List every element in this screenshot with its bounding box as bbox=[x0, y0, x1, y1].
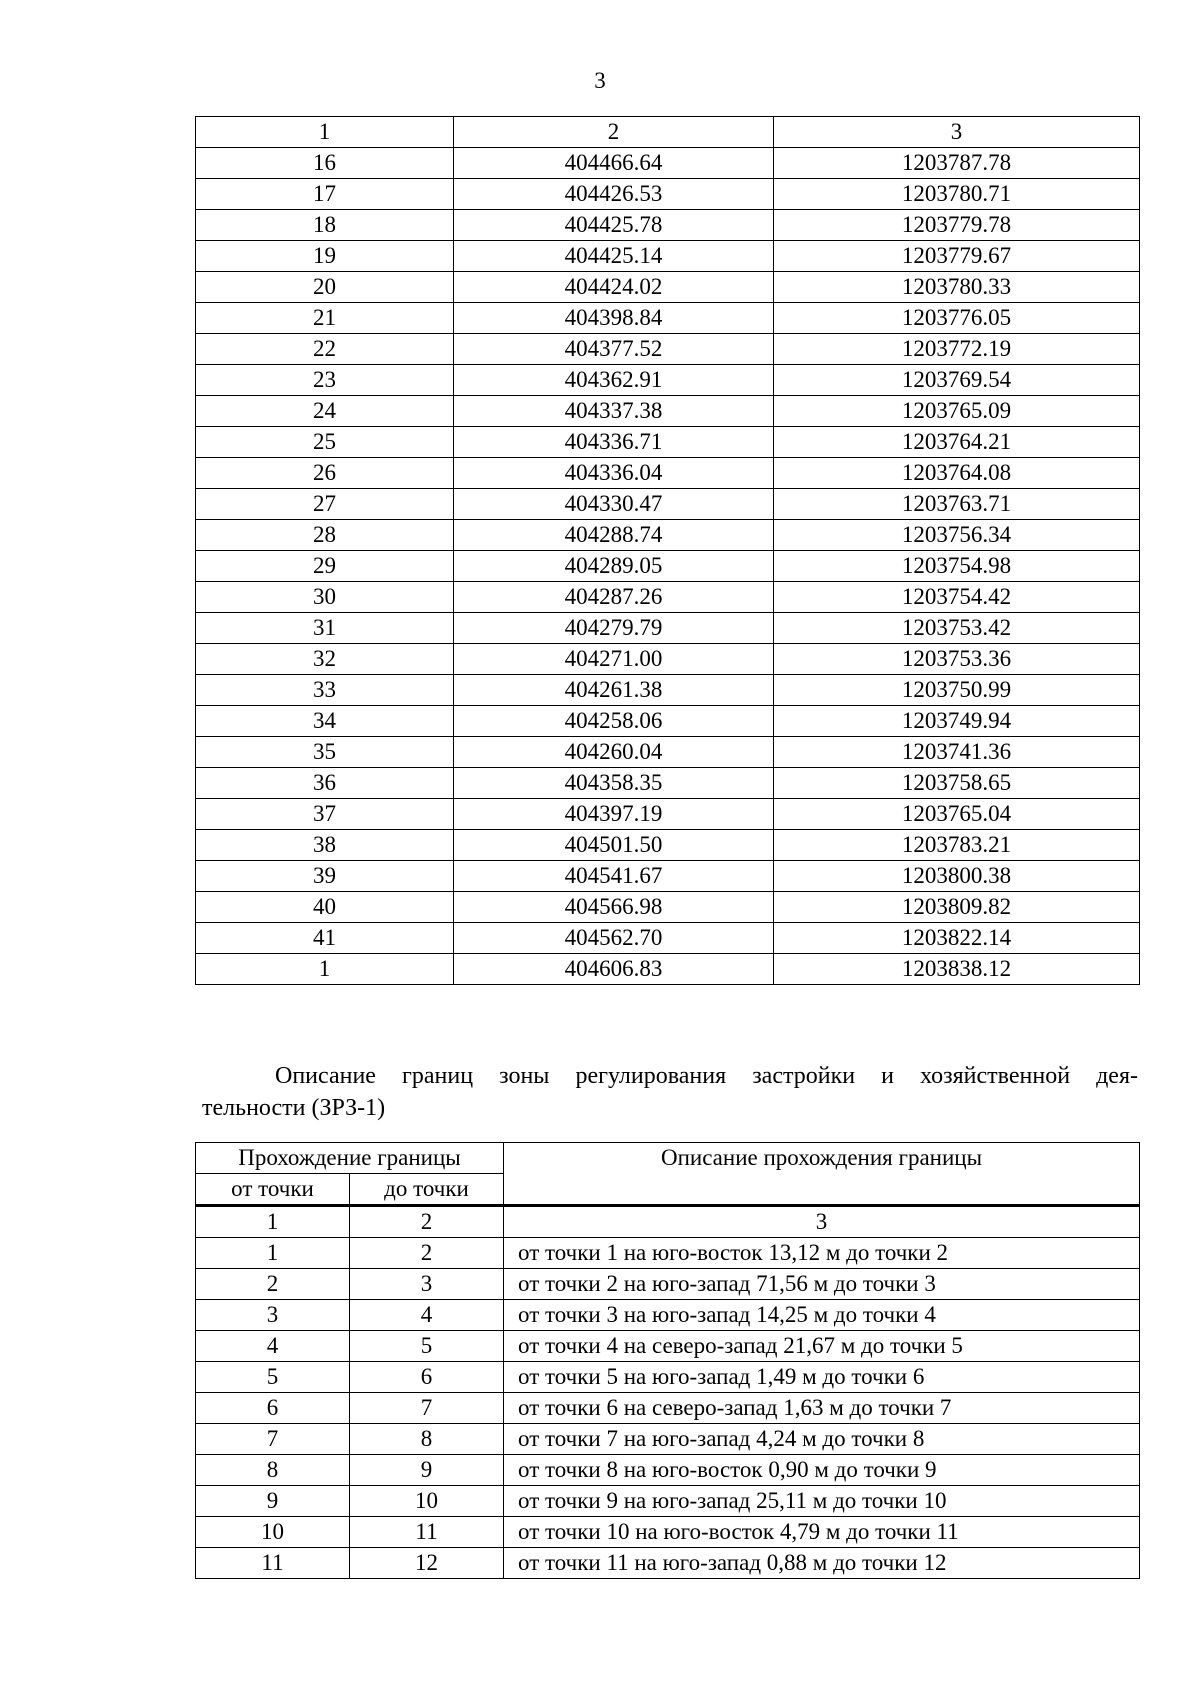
to-point: 9 bbox=[350, 1455, 504, 1486]
from-point: 5 bbox=[196, 1362, 350, 1393]
table-row bbox=[196, 272, 1140, 303]
to-point: 5 bbox=[350, 1331, 504, 1362]
coordinate-x: 404562.70 bbox=[454, 923, 774, 954]
coordinate-y: 1203765.09 bbox=[774, 396, 1140, 427]
coordinate-x: 404377.52 bbox=[454, 334, 774, 365]
from-point: 8 bbox=[196, 1455, 350, 1486]
table-row bbox=[196, 1331, 1140, 1362]
table-row bbox=[196, 1424, 1140, 1455]
point-number: 22 bbox=[196, 334, 454, 365]
coordinate-x: 404566.98 bbox=[454, 892, 774, 923]
table-row bbox=[196, 1300, 1140, 1331]
boundary-description: от точки 2 на юго-запад 71,56 м до точки 3 bbox=[504, 1269, 1140, 1300]
point-number: 24 bbox=[196, 396, 454, 427]
from-point: 6 bbox=[196, 1393, 350, 1424]
point-number: 1 bbox=[196, 954, 454, 985]
coordinate-x: 404541.67 bbox=[454, 861, 774, 892]
boundary-description: от точки 7 на юго-запад 4,24 м до точки 8 bbox=[504, 1424, 1140, 1455]
from-point: 9 bbox=[196, 1486, 350, 1517]
coordinate-y: 1203763.71 bbox=[774, 489, 1140, 520]
coordinate-y: 1203754.98 bbox=[774, 551, 1140, 582]
table-row bbox=[196, 148, 1140, 179]
boundary-description: от точки 6 на северо-запад 1,63 м до точки 7 bbox=[504, 1393, 1140, 1424]
column-number: 2 bbox=[350, 1206, 504, 1238]
table-row bbox=[196, 830, 1140, 861]
coordinate-x: 404288.74 bbox=[454, 520, 774, 551]
coordinate-y: 1203758.65 bbox=[774, 768, 1140, 799]
table-row bbox=[196, 923, 1140, 954]
coordinate-x: 404397.19 bbox=[454, 799, 774, 830]
coordinate-y: 1203780.33 bbox=[774, 272, 1140, 303]
point-number: 25 bbox=[196, 427, 454, 458]
from-point: 2 bbox=[196, 1269, 350, 1300]
point-number: 32 bbox=[196, 644, 454, 675]
coordinate-x: 404279.79 bbox=[454, 613, 774, 644]
column-number-row bbox=[196, 1206, 1140, 1238]
coordinate-x: 404362.91 bbox=[454, 365, 774, 396]
table-row bbox=[196, 365, 1140, 396]
table-row bbox=[196, 675, 1140, 706]
column-number: 3 bbox=[504, 1206, 1140, 1238]
table-row bbox=[196, 799, 1140, 830]
table-row bbox=[196, 1548, 1140, 1579]
point-number: 30 bbox=[196, 582, 454, 613]
coordinates-table bbox=[195, 116, 1140, 985]
coordinate-y: 1203779.67 bbox=[774, 241, 1140, 272]
coordinate-x: 404336.71 bbox=[454, 427, 774, 458]
table-row bbox=[196, 706, 1140, 737]
table-row bbox=[196, 644, 1140, 675]
boundary-description: от точки 5 на юго-запад 1,49 м до точки 6 bbox=[504, 1362, 1140, 1393]
coordinate-x: 404258.06 bbox=[454, 706, 774, 737]
table-row bbox=[196, 582, 1140, 613]
coordinate-y: 1203764.21 bbox=[774, 427, 1140, 458]
to-point: 12 bbox=[350, 1548, 504, 1579]
table-row bbox=[196, 427, 1140, 458]
coordinate-x: 404425.78 bbox=[454, 210, 774, 241]
header-to-point: до точки bbox=[350, 1174, 504, 1206]
coordinate-y: 1203769.54 bbox=[774, 365, 1140, 396]
boundary-description: от точки 4 на северо-запад 21,67 м до точки 5 bbox=[504, 1331, 1140, 1362]
from-point: 1 bbox=[196, 1238, 350, 1269]
coordinate-y: 1203776.05 bbox=[774, 303, 1140, 334]
coordinate-x: 404424.02 bbox=[454, 272, 774, 303]
boundary-description: от точки 3 на юго-запад 14,25 м до точки 4 bbox=[504, 1300, 1140, 1331]
coordinate-x: 404606.83 bbox=[454, 954, 774, 985]
from-point: 4 bbox=[196, 1331, 350, 1362]
from-point: 3 bbox=[196, 1300, 350, 1331]
from-point: 11 bbox=[196, 1548, 350, 1579]
table-row bbox=[196, 396, 1140, 427]
header-boundary-description: Описание прохождения границы bbox=[504, 1143, 1140, 1206]
coordinate-x: 404426.53 bbox=[454, 179, 774, 210]
to-point: 11 bbox=[350, 1517, 504, 1548]
point-number: 16 bbox=[196, 148, 454, 179]
header-boundary-passage: Прохождение границы bbox=[196, 1143, 504, 1174]
from-point: 7 bbox=[196, 1424, 350, 1455]
coordinate-x: 404398.84 bbox=[454, 303, 774, 334]
table-row bbox=[196, 1455, 1140, 1486]
coordinate-y: 1203787.78 bbox=[774, 148, 1140, 179]
table-row bbox=[196, 489, 1140, 520]
coordinate-y: 1203783.21 bbox=[774, 830, 1140, 861]
page-number: 3 bbox=[594, 68, 606, 93]
header-row bbox=[196, 1143, 1140, 1174]
coordinate-y: 1203822.14 bbox=[774, 923, 1140, 954]
coordinate-x: 404289.05 bbox=[454, 551, 774, 582]
point-number: 23 bbox=[196, 365, 454, 396]
point-number: 37 bbox=[196, 799, 454, 830]
coordinate-x: 404271.00 bbox=[454, 644, 774, 675]
table-row bbox=[196, 520, 1140, 551]
table-row bbox=[196, 1269, 1140, 1300]
boundary-description: от точки 9 на юго-запад 25,11 м до точки 10 bbox=[504, 1486, 1140, 1517]
boundary-description: от точки 1 на юго-восток 13,12 м до точки 2 bbox=[504, 1238, 1140, 1269]
boundary-description: от точки 8 на юго-восток 0,90 м до точки 9 bbox=[504, 1455, 1140, 1486]
to-point: 8 bbox=[350, 1424, 504, 1455]
section-heading bbox=[202, 1060, 1138, 1124]
table-row bbox=[196, 303, 1140, 334]
point-number: 33 bbox=[196, 675, 454, 706]
table-row bbox=[196, 458, 1140, 489]
column-number: 3 bbox=[774, 117, 1140, 148]
point-number: 39 bbox=[196, 861, 454, 892]
coordinate-y: 1203764.08 bbox=[774, 458, 1140, 489]
table-row bbox=[196, 613, 1140, 644]
column-number: 1 bbox=[196, 1206, 350, 1238]
point-number: 40 bbox=[196, 892, 454, 923]
point-number: 31 bbox=[196, 613, 454, 644]
coordinate-y: 1203754.42 bbox=[774, 582, 1140, 613]
table-row bbox=[196, 1362, 1140, 1393]
coordinate-y: 1203765.04 bbox=[774, 799, 1140, 830]
table-row bbox=[196, 1238, 1140, 1269]
coordinate-y: 1203749.94 bbox=[774, 706, 1140, 737]
table-row bbox=[196, 954, 1140, 985]
to-point: 7 bbox=[350, 1393, 504, 1424]
table-row bbox=[196, 1393, 1140, 1424]
table-row bbox=[196, 241, 1140, 272]
coordinate-x: 404425.14 bbox=[454, 241, 774, 272]
coordinate-y: 1203780.71 bbox=[774, 179, 1140, 210]
table-row bbox=[196, 892, 1140, 923]
table-row bbox=[196, 179, 1140, 210]
coordinate-y: 1203741.36 bbox=[774, 737, 1140, 768]
column-number: 1 bbox=[196, 117, 454, 148]
coordinate-x: 404337.38 bbox=[454, 396, 774, 427]
table-row bbox=[196, 551, 1140, 582]
coordinate-x: 404330.47 bbox=[454, 489, 774, 520]
coordinate-x: 404466.64 bbox=[454, 148, 774, 179]
coordinate-y: 1203809.82 bbox=[774, 892, 1140, 923]
section-heading-line-1: Описание границ зоны регулирования застройки и хозяйственной дея- bbox=[275, 1063, 1138, 1089]
coordinate-y: 1203753.36 bbox=[774, 644, 1140, 675]
boundary-description: от точки 10 на юго-восток 4,79 м до точки 11 bbox=[504, 1517, 1140, 1548]
to-point: 6 bbox=[350, 1362, 504, 1393]
to-point: 4 bbox=[350, 1300, 504, 1331]
coordinate-x: 404358.35 bbox=[454, 768, 774, 799]
coordinate-x: 404261.38 bbox=[454, 675, 774, 706]
to-point: 3 bbox=[350, 1269, 504, 1300]
point-number: 21 bbox=[196, 303, 454, 334]
table-row bbox=[196, 1517, 1140, 1548]
coordinate-x: 404501.50 bbox=[454, 830, 774, 861]
table-row bbox=[196, 768, 1140, 799]
point-number: 28 bbox=[196, 520, 454, 551]
point-number: 19 bbox=[196, 241, 454, 272]
point-number: 34 bbox=[196, 706, 454, 737]
column-number-row bbox=[196, 117, 1140, 148]
coordinate-y: 1203838.12 bbox=[774, 954, 1140, 985]
column-number: 2 bbox=[454, 117, 774, 148]
coordinate-x: 404287.26 bbox=[454, 582, 774, 613]
point-number: 36 bbox=[196, 768, 454, 799]
header-from-point: от точки bbox=[196, 1174, 350, 1206]
to-point: 2 bbox=[350, 1238, 504, 1269]
point-number: 38 bbox=[196, 830, 454, 861]
boundary-table bbox=[195, 1142, 1140, 1579]
section-heading-line-2: тельности (ЗРЗ-1) bbox=[202, 1095, 386, 1121]
point-number: 18 bbox=[196, 210, 454, 241]
point-number: 41 bbox=[196, 923, 454, 954]
coordinate-y: 1203772.19 bbox=[774, 334, 1140, 365]
to-point: 10 bbox=[350, 1486, 504, 1517]
from-point: 10 bbox=[196, 1517, 350, 1548]
coordinate-x: 404260.04 bbox=[454, 737, 774, 768]
coordinate-y: 1203779.78 bbox=[774, 210, 1140, 241]
point-number: 20 bbox=[196, 272, 454, 303]
coordinate-y: 1203753.42 bbox=[774, 613, 1140, 644]
point-number: 26 bbox=[196, 458, 454, 489]
point-number: 17 bbox=[196, 179, 454, 210]
table-row bbox=[196, 861, 1140, 892]
table-row bbox=[196, 210, 1140, 241]
point-number: 29 bbox=[196, 551, 454, 582]
point-number: 27 bbox=[196, 489, 454, 520]
coordinate-x: 404336.04 bbox=[454, 458, 774, 489]
table-row bbox=[196, 737, 1140, 768]
table-row bbox=[196, 334, 1140, 365]
point-number: 35 bbox=[196, 737, 454, 768]
boundary-description: от точки 11 на юго-запад 0,88 м до точки 12 bbox=[504, 1548, 1140, 1579]
table-row bbox=[196, 1486, 1140, 1517]
coordinate-y: 1203750.99 bbox=[774, 675, 1140, 706]
coordinate-y: 1203756.34 bbox=[774, 520, 1140, 551]
coordinate-y: 1203800.38 bbox=[774, 861, 1140, 892]
